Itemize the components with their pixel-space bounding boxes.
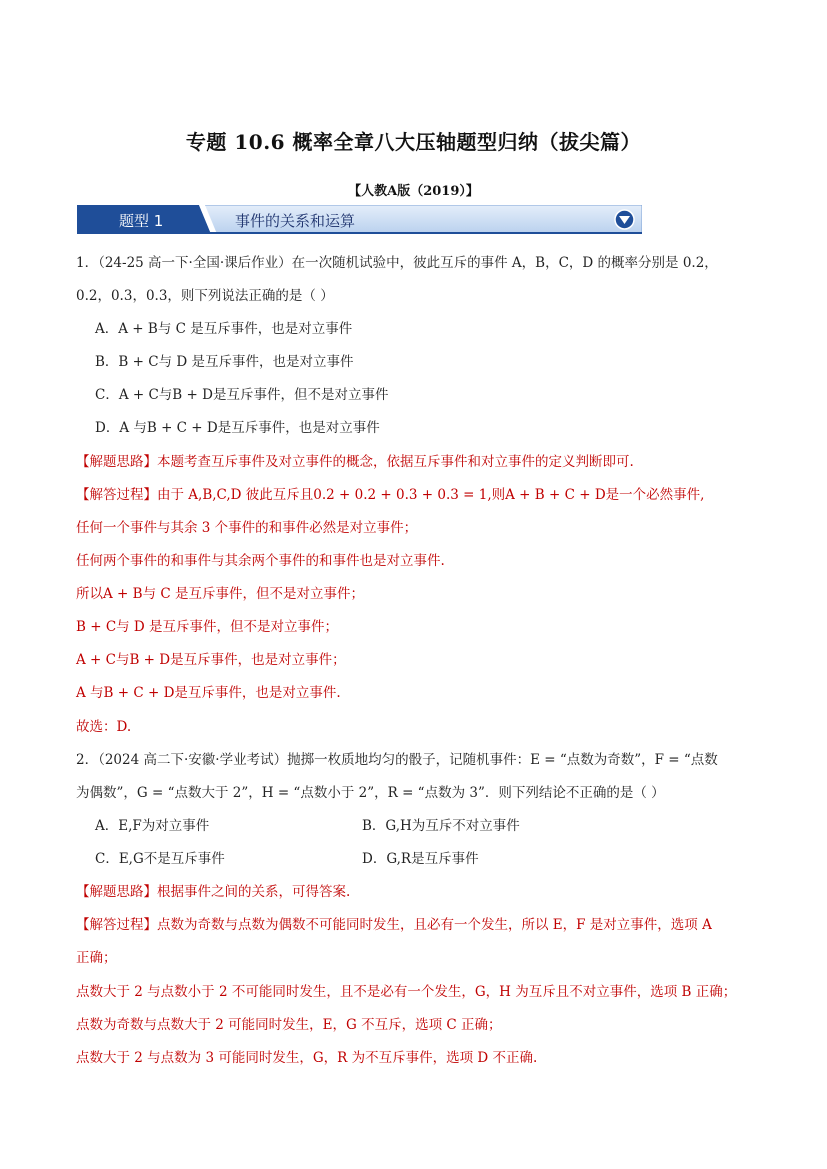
q1-answer: 故选：D. <box>76 719 132 735</box>
page-title: 专题 10.6 概率全章八大压轴题型归纳（拔尖篇） <box>185 130 642 154</box>
q2-process-line: 正确； <box>76 950 117 966</box>
q1-process-line: B + C与 D 是互斥事件，但不是对立事件； <box>76 619 339 635</box>
q1-process-line: 【解答过程】由于 A,B,C,D 彼此互斥且0.2 + 0.2 + 0.3 + 0.3 = 1,则A + B + C + D是一个必然事件, <box>76 487 705 503</box>
q1-process-line: 任何两个事件的和事件与其余两个事件的和事件也是对立事件. <box>76 553 445 569</box>
q1-process-line: A 与B + C + D是互斥事件，也是对立事件. <box>76 685 341 701</box>
banner-label: 题型 1 <box>119 212 164 230</box>
q1-solution-idea: 【解题思路】本题考查互斥事件及对立事件的概念，依据互斥事件和对立事件的定义判断即可. <box>76 454 634 470</box>
q2-option-a: A．E,F为对立事件 <box>95 818 210 834</box>
q2-process-line: 点数大于 2 与点数小于 2 不可能同时发生，且不是必有一个发生，G，H 为互斥且不对立事件，选项 B 正确； <box>76 984 737 1000</box>
q2-process-line: 点数大于 2 与点数为 3 可能同时发生，G，R 为不互斥事件，选项 D 不正确. <box>76 1050 538 1066</box>
q2-option-d: D．G,R是互斥事件 <box>362 851 479 867</box>
q2-option-b: B．G,H为互斥不对立事件 <box>362 818 520 834</box>
q2-process-line: 点数为奇数与点数大于 2 可能同时发生，E，G 不互斥，选项 C 正确； <box>76 1017 502 1033</box>
q2-solution-idea: 【解题思路】根据事件之间的关系，可得答案. <box>76 884 351 900</box>
q1-option-d: D．A 与B + C + D是互斥事件，也是对立事件 <box>95 420 380 436</box>
q2-stem-line1: 2．（2024 高二下·安徽·学业考试）抛掷一枚质地均匀的骰子，记随机事件：E = “点数为奇数”，F = “点数 <box>76 752 718 768</box>
q2-process-line: 【解答过程】点数为奇数与点数为偶数不可能同时发生，且必有一个发生，所以 E，F 是对立事件，选项 A <box>76 917 712 933</box>
q2-option-c: C．E,G不是互斥事件 <box>95 851 225 867</box>
q1-option-b: B．B + C与 D 是互斥事件，也是对立事件 <box>95 354 354 370</box>
section-banner <box>77 205 642 234</box>
q1-option-a: A．A + B与 C 是互斥事件，也是对立事件 <box>95 321 353 337</box>
q1-option-c: C．A + C与B + D是互斥事件，但不是对立事件 <box>95 387 389 403</box>
q1-stem-line1: 1．（24-25 高一下·全国·课后作业）在一次随机试验中，彼此互斥的事件 A，B，C，D 的概率分别是 0.2， <box>76 255 718 271</box>
q1-stem-line2: 0.2，0.3，0.3，则下列说法正确的是（ ） <box>76 288 334 304</box>
chevron-down-icon <box>614 209 635 230</box>
banner-topic: 事件的关系和运算 <box>235 212 356 230</box>
q1-process-line: A + C与B + D是互斥事件，也是对立事件； <box>76 652 346 668</box>
q1-process-line: 所以A + B与 C 是互斥事件，但不是对立事件； <box>76 586 364 602</box>
q2-stem-line2: 为偶数”，G = “点数大于 2”，H = “点数小于 2”，R = “点数为 3”．则下列结论不正确的是（ ） <box>76 785 665 801</box>
q1-process-line: 任何一个事件与其余 3 个事件的和事件必然是对立事件； <box>76 520 418 536</box>
page-subtitle: 【人教A版（2019）】 <box>348 184 479 199</box>
